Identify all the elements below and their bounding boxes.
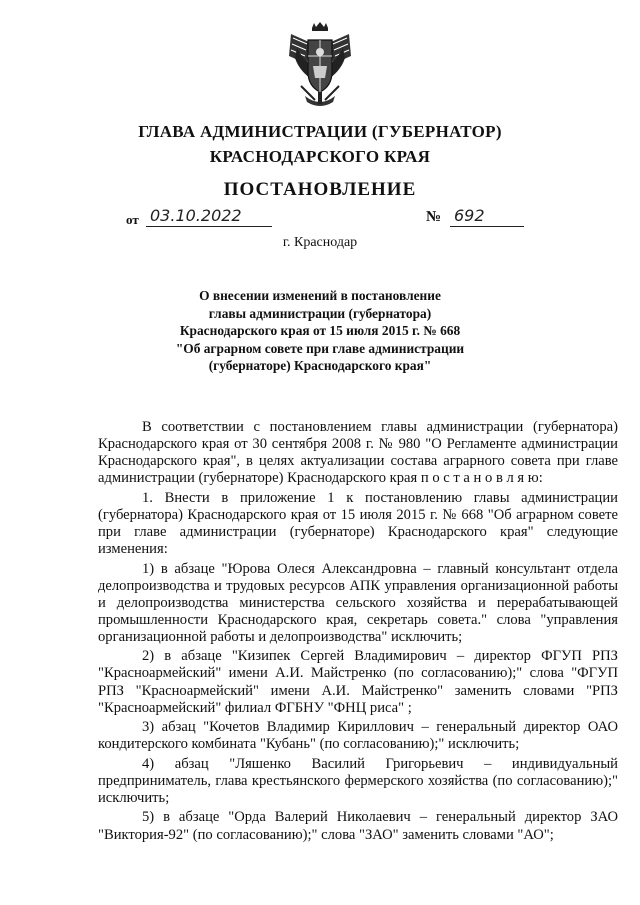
authority-region: КРАСНОДАРСКОГО КРАЯ [209,147,431,166]
body-paragraph: 2) в абзаце "Кизипек Сергей Владимирович – директор ФГУП РПЗ "Красноармейский" имени А.И. Майстренко (по согласованию);" слова "ФГУП РПЗ "Красноармейский" имени А.И. Майстренко" заменить словами "РПЗ "Красноармейский" филиал ФГБНУ "ФНЦ риса" ; [98,648,618,716]
coat-of-arms-icon [285,22,355,108]
subject-line: Краснодарского края от 15 июля 2015 г. № 668 [179,323,461,338]
subject-line: "Об аграрном совете при главе администрации [175,340,465,356]
body-paragraph: 1. Внести в приложение 1 к постановлению главы администрации (губернатора) Краснодарского края от 15 июля 2015 г. № 668 "Об аграрном совете при главе администрации (губернаторе) Краснодарского края" следующие изменения: [98,489,618,558]
document-type: ПОСТАНОВЛЕНИЕ [223,179,417,200]
number-label: № [426,209,442,225]
body-paragraph: 3) абзац "Кочетов Владимир Кириллович – генеральный директор ОАО кондитерского комбината "Кубань" (по согласованию);" исключить; [98,719,618,753]
body-paragraph: 1) в абзаце "Юрова Олеся Александровна – главный консультант отдела делопроизводства и трудовых ресурсов АПК управления организационной работы и делопроизводства министерства сельского хозяйства и перерабатывающей промышленности Краснодарского края, секретарь совета." слова "управления организационной работы и делопроизводства" исключить; [98,560,618,645]
number-value: 692 [450,206,524,227]
subject-line: главы администрации (губернатора) [208,305,432,321]
document-subject [160,287,480,375]
body-paragraph: В соответствии с постановлением главы администрации (губернатора) Краснодарского края от 30 сентября 2008 г. № 980 "О Регламенте администрации Краснодарского края", в целях актуализации состава аграрного совета при главе администрации (губернаторе) Краснодарского края п о с т а н о в л я ю: [98,419,618,487]
date-label: от [126,212,139,227]
subject-line: О внесении изменений в постановление [199,288,441,303]
authority-title: ГЛАВА АДМИНИСТРАЦИИ (ГУБЕРНАТОР) [138,122,502,141]
body-paragraph: 5) в абзаце "Орда Валерий Николаевич – генеральный директор ЗАО "Виктория-92" (по согласованию);" слова "ЗАО" заменить словами "АО"; [98,809,618,843]
body-paragraph: 4) абзац "Ляшенко Василий Григорьевич – индивидуальный предприниматель, глава крестьянского фермерского хозяйства (по согласованию);" исключить; [98,755,618,806]
document-body [98,419,618,844]
subject-line: (губернаторе) Краснодарского края" [208,358,432,373]
date-value: 03.10.2022 [146,206,272,227]
city: г. Краснодар [282,235,358,250]
date-number-row [126,206,526,230]
